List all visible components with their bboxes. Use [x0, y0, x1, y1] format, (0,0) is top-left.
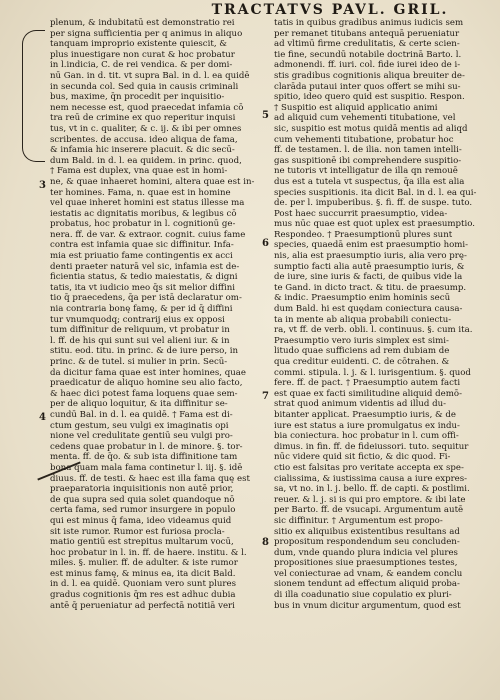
left-column-line: bona quam mala fama continetur l. iij. §. idē	[50, 462, 243, 473]
left-column-line: diuus. ff. de testi. & haec est illa fama quę est	[50, 473, 250, 484]
margin-number-6: 6	[262, 238, 269, 249]
left-column-line: nione vel credulitate gentiū seu vulgi pro-	[50, 431, 233, 442]
right-column-line: per Barto. ff. de vsucapi. Argumentum autē	[274, 505, 464, 516]
right-column-line: sionem tendunt ad effectum aliquid proba-	[274, 579, 460, 590]
left-column-line: per de aliquo loquitur, & ita diffinitur se-	[50, 399, 228, 410]
left-column-line: ne, & quae inhaeret homini, altera quae est in-	[50, 176, 255, 187]
left-column-line: stitu. eod. titu. in princ. & de iure perso, in	[50, 346, 239, 357]
right-column-line: strat quod animum videntis ad illud du-	[274, 399, 447, 410]
left-column-line: ter homines. Fama, n. quae est in homine	[50, 187, 231, 198]
left-column-line: iestatis ac dignitatis moribus, & legibus cō	[50, 208, 237, 219]
right-column-line: species, quaedā enim est praesumptio homi-	[274, 240, 469, 251]
left-column-line: qui est minus q̄ fama, ideo videamus quid	[50, 515, 232, 526]
left-column-line: hoc probatur in l. in. ff. de haere. institu. & l.	[50, 547, 247, 558]
right-column-line: ctio est falsitas pro veritate accepta ex spe-	[274, 462, 464, 473]
left-column-line: matio gentiū est strepitus multarum vocū,	[50, 537, 234, 548]
left-column-line: scribentes. de accusa. ideo aliqua de fama,	[50, 134, 238, 145]
right-column-line: propositum respondendum seu concluden-	[274, 537, 460, 548]
left-column-line: antē q̄ perueniatur ad perfectā notitiā veri	[50, 600, 235, 611]
left-column-line: plus inuestigare non curat & hoc probatur	[50, 49, 235, 60]
left-text-column	[50, 18, 264, 696]
right-column-line: sic diffinitur. † Argumentum est propo-	[274, 515, 443, 526]
margin-number-3: 3	[39, 180, 46, 191]
right-column-line: dus est a tutela vt suspectus, q̄a illa est alia	[274, 176, 465, 187]
right-column-line: Praesumptio vero iuris simplex est simi-	[274, 335, 449, 346]
margin-bracket-mark	[22, 30, 45, 162]
left-column-line: nera. ff. de var. & extraor. cognit. cuius fame	[50, 229, 246, 240]
left-column-line: da dicitur fama quae est inter homines, quae	[50, 367, 246, 378]
left-column-line: in d. l. ea quidē. Quoniam vero sunt plures	[50, 579, 237, 590]
left-column-line: gradus cognitionis q̄m res est adhuc dubia	[50, 590, 236, 601]
right-column-line: ne tutoris vt intelligatur de illa qn remouē	[274, 166, 458, 177]
right-column-line: fere. ff. de pact. † Praesumptio autem facti	[274, 378, 461, 389]
left-column-line: plenum, & indubitatū est demonstratio rei	[50, 18, 235, 28]
right-column-line: gas suspitionē ibi comprehendere suspitio-	[274, 155, 462, 166]
left-column-line: l. ff. de his qui sunt sui vel alieni iur. & in	[50, 335, 230, 346]
left-column-line: vel quae inheret homini est status illesse ma	[50, 198, 245, 209]
right-column-line: nis, alia est praesumptio iuris, alia vero prę-	[274, 251, 467, 262]
right-column-line: clarāda putaui inter quos offert se mihi su-	[274, 81, 461, 92]
right-column-line: dimus. in fin. ff. de fideiussori. tuto. sequitur	[274, 441, 469, 452]
left-column-line: tur vnumquodq; contrarij eius ex opposi	[50, 314, 225, 325]
left-column-line: & haec dici potest fama loquens quae sem-	[50, 388, 238, 399]
right-column-line: Respondeo. † Praesumptionū plures sunt	[274, 229, 453, 240]
right-column-line: dum Bald. hi est quędam coniectura causa-	[274, 304, 463, 315]
left-column-line: cedens quae probatur in l. de minore. §. tor-	[50, 441, 243, 452]
left-column-line: in secunda col. Sed quia in causis criminali	[50, 81, 239, 92]
left-column-line: contra est infamia quae sic diffinitur. Infa-	[50, 240, 234, 251]
right-column-line: iure est status a iure promulgatus ex indu-	[274, 420, 460, 431]
right-column-line: cialissima, & iustissima causa a iure expres-	[274, 473, 468, 484]
right-column-line: reuer. & l. j. si is qui pro emptore. & ibi late	[274, 494, 466, 505]
right-column-line: qua creditur euidenti. C. de cōtrahen. &	[274, 357, 450, 367]
right-column-line: & indic. Praesumptio enim hominis secū	[274, 293, 451, 304]
right-column-line: spitio, ideo quero quid est suspitio. Respon.	[274, 92, 465, 103]
left-column-line: bus, maxime, q̄n procedit per inquisitio-	[50, 92, 225, 103]
right-column-line: ad vltimū firme credulitatis, & certe scien-	[274, 39, 460, 50]
left-column-line: praedicatur de aliquo homine seu alio facto,	[50, 378, 243, 389]
right-column-line: sa, vt no. in l. j. bello. ff. de capti. & postlimi.	[274, 484, 470, 495]
right-column-line: bitanter applicat. Praesumptio iuris, & de	[274, 409, 457, 420]
left-column-line: nem necesse est, quod praecedat infamia cō	[50, 102, 244, 113]
left-column-line: tatis, ita vt iudicio meo q̄s sit melior diffini	[50, 282, 236, 293]
right-column-line: de iure, sine iuris & facti, de quibus vide la	[274, 272, 463, 283]
right-text-column	[274, 18, 488, 696]
right-column-line: dum, vnde quando plura indicia vel plures	[274, 547, 458, 558]
right-column-line: est quae ex facti similitudine aliquid demō-	[274, 388, 462, 399]
right-column-line: mus nūc quae est quot uplex est praesumptio.	[274, 219, 475, 230]
right-column-line: stis gradibus cognitionis aliqua breuiter de-	[274, 70, 465, 81]
left-column-line: miles. §. mulier. ff. de adulter. & iste rumor	[50, 558, 238, 569]
right-column-line: bia coniectura. hoc probatur in l. cum offi-	[274, 431, 459, 442]
right-column-line: sitio ex aliquibus existentibus resultans ad	[274, 526, 460, 537]
right-column-line: propositiones siue praesumptiones testes,	[274, 558, 458, 569]
left-column-line: princ. & de tutel. si mulier in prin. Secū-	[50, 357, 228, 367]
left-column-line: est minus famę, & minus ea, ita dicit Bald.	[50, 568, 236, 579]
margin-number-7: 7	[262, 391, 269, 402]
right-column-line: per remanet titubans antequā perueniatur	[274, 28, 460, 39]
left-column-line: cundū Bal. in d. l. ea quidē. † Fama est di-	[50, 409, 233, 420]
left-column-line: praeparatoria inquisitionis non autē prior,	[50, 484, 234, 495]
right-column-line: sumptio facti alia autē praesumptio iuris, &	[274, 261, 465, 272]
left-column-line: de qua supra sed quia solet quandoque nō	[50, 494, 235, 505]
right-column-line: tie fine, secundū notabile doctrinā Barto. l.	[274, 49, 462, 60]
right-column-line: ff. de testamen. l. de ilia. non tamen intelli-	[274, 145, 462, 156]
right-column-line: cum vehementi titubatione, probatur hoc	[274, 134, 454, 145]
margin-number-4: 4	[39, 412, 46, 423]
left-column-line: ficientia status, & tedio maiestatis, & digni	[50, 272, 238, 283]
right-column-line: sic, suspitio est motus quidā mentis ad aliqd	[274, 123, 468, 134]
left-column-line: mia est priuatio fame contingentis ex acci	[50, 251, 233, 262]
right-column-line: litudo quae sufficiens ad rem dubiam de	[274, 346, 450, 357]
left-column-line: † Fama est duplex, vna quae est in homi-	[50, 166, 228, 177]
left-column-line: dum Bald. in d. l. ea quidem. in princ. quod,	[50, 155, 242, 166]
right-column-line: te Gand. in dicto tract. & titu. de praesump.	[274, 282, 467, 293]
right-column-line: tatis in quibus gradibus animus iudicis sem	[274, 18, 464, 28]
right-column-line: † Suspitio est aliquid applicatio animi	[274, 102, 438, 113]
left-column-line: tio q̄ praecedens, q̄a per istā declaratur om-	[50, 293, 242, 304]
right-column-line: vel coniecturae ad vnam, & eandem conclu	[274, 568, 463, 579]
left-column-line: ctum gestum, seu vulgi ex imaginatis opi	[50, 420, 229, 431]
right-column-line: di illa coadunatio siue copulatio ex pluri-	[274, 590, 452, 601]
left-column-line: tus, vt in c. qualiter, & c. ij. & ibi per omnes	[50, 123, 242, 134]
left-column-line: tra reū de crimine ex quo reperitur inquisi	[50, 113, 236, 124]
left-column-line: nū Gan. in d. tit. vt supra Bal. in d. l. ea quidē	[50, 70, 250, 81]
left-column-line: menta. ff. de q̄o. & sub ista diffinitione tam	[50, 452, 238, 463]
right-column-line: de. per l. impuberibus. §. fi. ff. de suspe. tuto.	[274, 198, 473, 209]
left-column-line: denti praeter naturā vel sic, infamia est de-	[50, 261, 240, 272]
right-column-line: nūc videre quid sit fictio, & dic quod. Fi-	[274, 452, 451, 463]
right-column-line: commi. stipula. l. j. & l. iurisgentium. §. quod	[274, 367, 471, 378]
left-column-line: tanquam improprio existente quiescit, &	[50, 39, 227, 50]
right-column-line: admonendi. ff. iuri. col. fide iurei ideo de i-	[274, 60, 461, 71]
left-column-line: probatus, hoc probatur in l. cognitionū ge-	[50, 219, 236, 230]
left-column-line: per signa sufficientia per q animus in aliquo	[50, 28, 243, 39]
right-column-line: ra, vt ff. de verb. obli. l. continuus. §. cum ita.	[274, 325, 473, 336]
right-column-line: ad aliquid cum vehementi titubatione, vel	[274, 113, 456, 124]
right-column-line: ta in mente ab aliqua probabili coniectu-	[274, 314, 452, 325]
left-column-line: sit iste rumor. Rumor est furiosa procla-	[50, 526, 225, 537]
left-column-line: nia contraria bonę famę, & per id q̄ diffini	[50, 304, 233, 315]
left-column-line: in l.indicia, C. de rei vendica. & per domi-	[50, 60, 233, 71]
right-column-line: Post haec succurrit praesumptio, videa-	[274, 208, 448, 219]
margin-number-5: 5	[262, 110, 269, 121]
margin-number-8: 8	[262, 537, 269, 548]
right-column-line: bus in vnum dicitur argumentum, quod est	[274, 600, 461, 611]
left-column-line: tum diffinitur de reliquum, vt probatur in	[50, 325, 230, 336]
right-column-line: species suspitionis. ita dicit Bal. in d. l. ea qui-	[274, 187, 477, 198]
left-column-line: certa fama, sed rumor insurgere in populo	[50, 505, 236, 516]
left-column-line: & infamia hic inserere placuit. & dic secū-	[50, 145, 235, 156]
running-header: TRACTATVS PAVL. GRIL.	[211, 2, 449, 18]
